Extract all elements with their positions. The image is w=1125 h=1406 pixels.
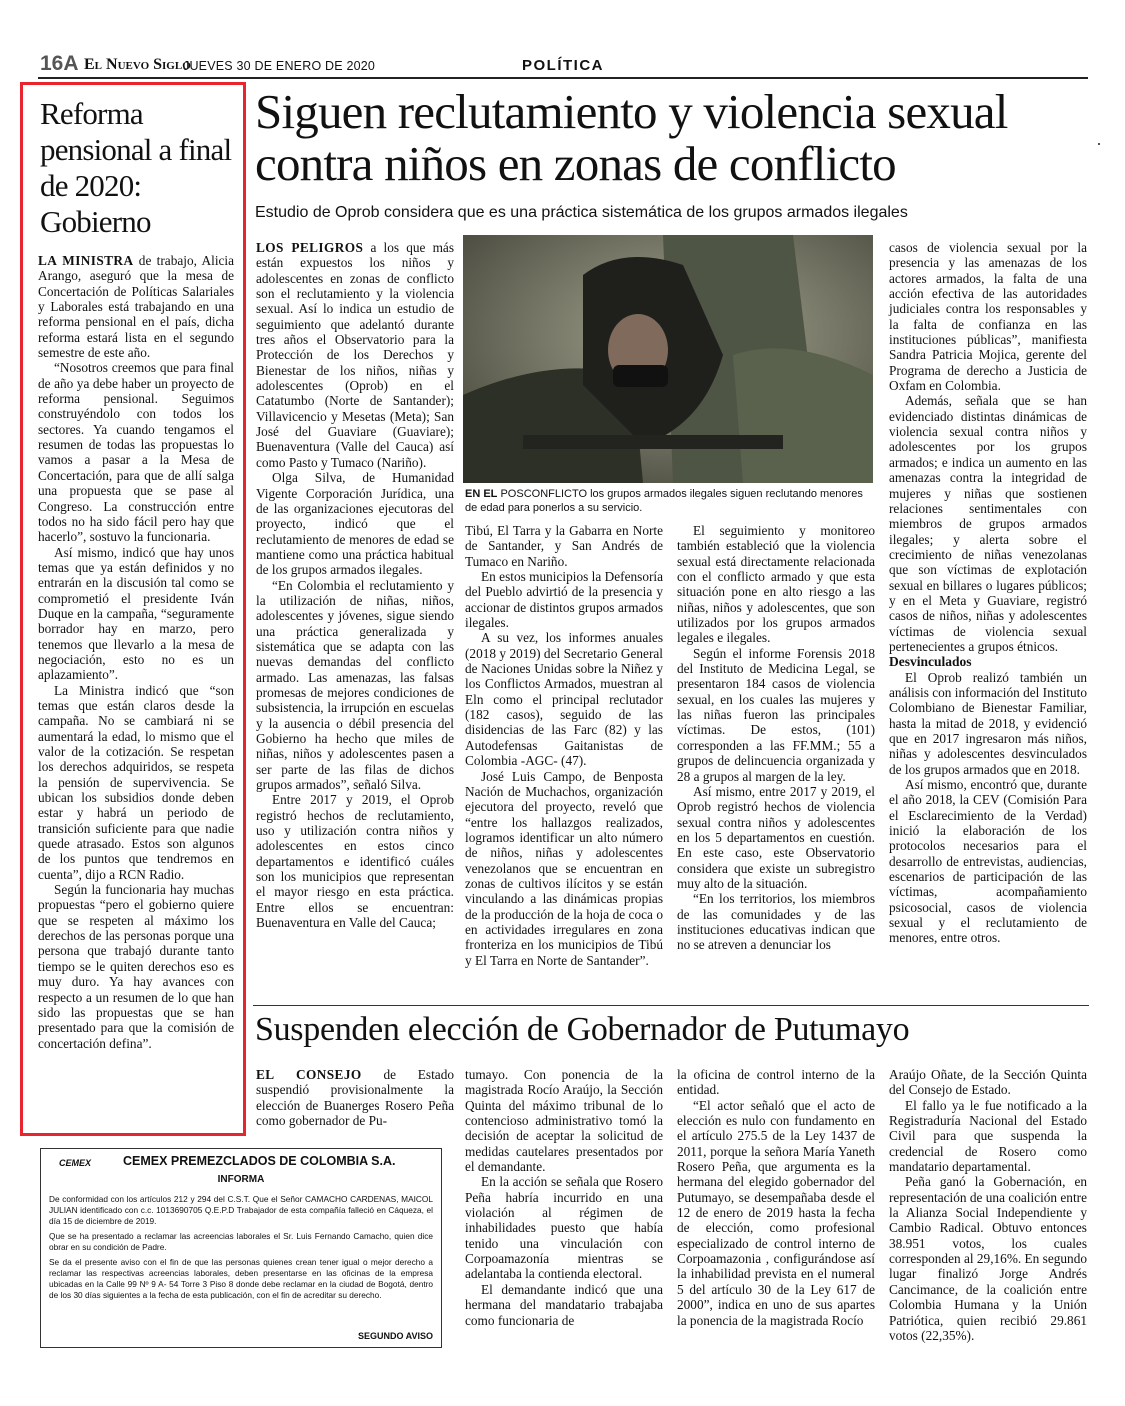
article-photo — [463, 235, 873, 483]
main-paragraph: A su vez, los informes anuales (2018 y 2019) del Secretario General de Naciones Unidas sobre la Niñez y los Conflictos Armados, muestran al Eln como el principal reclutador (182 casos), seguido de las disidencias de las Farc (82) y las Autodefensas Gaitanistas de Colombia -AGC- (47). — [465, 630, 663, 769]
second-paragraph: En la acción se señala que Rosero Peña habría incurrido en una violación al régimen de inhabilidades puesto que había tenido una vinculación con Corpoamazonía mientras se adelantaba la contienda electoral. — [465, 1174, 663, 1282]
second-headline: Suspenden elección de Gobernador de Putumayo — [255, 1011, 910, 1048]
main-column-2 — [465, 523, 663, 968]
second-column-3 — [677, 1067, 875, 1328]
main-lead: LOS PELIGROS — [256, 240, 364, 255]
second-column-4 — [889, 1067, 1087, 1343]
main-paragraph: Olga Silva, de Humanidad Vigente Corporación Jurídica, una de las organizaciones ejecutoras del proyecto, indicó que el reclutamiento de menores de edad se mantiene como una práctica habitual de los grupos armados ilegales. — [256, 470, 454, 578]
section-name: POLÍTICA — [522, 57, 604, 74]
main-paragraph: Así mismo, encontró que, durante el año 2018, la CEV (Comisión Para el Esclarecimiento de la Verdad) inició la elaboración de los protocolos necesarios para el desarrollo de entrevistas, audiencias, escenarios de participación de las víctimas, acompañamiento psicosocial, casos de violencia sexual y el reclutamiento de menores, entre otros. — [889, 777, 1087, 946]
second-paragraph: El demandante indicó que una hermana del mandatario trabajaba como funcionaria de — [465, 1281, 663, 1328]
sidebar-paragraph: La Ministra indicó que “son temas que están claros desde la campaña. No se cambiará ni se aumentará la edad, lo mismo que el valor de la cotización. Se respetan los derechos adquiridos, se respeta la pensión de supervivencia. Se ubican los subsidios donde deben estar y habrá un periodo de transición suficiente para que nadie quede atrasado. Estos son algunos de los puntos que tendremos en cuenta”, dijo a RCN Radio. — [38, 682, 234, 882]
main-paragraph: Así mismo, entre 2017 y 2019, el Oprob registró hechos de violencia sexual contra niños y adolescentes en los 5 departamentos en cuestión. En este caso, este Observatorio considera que existe un subregistro muy alto de la situación. — [677, 783, 875, 891]
second-paragraph: “El actor señaló que el acto de elección es nulo con fundamento en el artículo 275.5 de la Ley 1437 de 2011, porque la señora María Yaneth Rosero Peña, que argumenta es la hermana del elegido gobernador del Putumayo, se desempañaba desde el 12 de enero de 2019 hasta la fecha de elección, como profesional especializado de control interno de Corpoamazonia , configurándose así la inhabilidad prevista en el numeral 5 del artículo 30 de la Ley 617 de 2000”, indica en uno de sus apartes la ponencia de la magistrada Rocío — [677, 1097, 875, 1328]
ad-paragraph: Se da el presente aviso con el fin de que las personas quienes crean tener igual o mejor derecho a reclamar las respectivas acreencias laborales, deben presentarse en las oficinas de la empresa ubicadas en la Calle 99 Nº 9 A- 54 Torre 3 Piso 8 donde debe reclamar en la ciudad de Bogotá, dentro de los 30 días siguientes a la fecha de esta publicación, con el fin de acreditar su derecho. — [49, 1257, 433, 1300]
article-divider — [253, 1005, 1089, 1006]
main-paragraph: casos de violencia sexual por la presencia y las amenazas de los actores armados, la falta de una acción efectiva de las autoridades judiciales contra los responsables y la falta de confianza en las instituciones públicas”, manifiesta Sandra Patricia Mojica, gerente del Programa de derecho a Justicia de Oxfam en Colombia. — [889, 240, 1087, 394]
main-column-4 — [889, 240, 1087, 946]
main-paragraph: En estos municipios la Defensoría del Pueblo advirtió de la presencia y accionar de distintos grupos armados ilegales. — [465, 569, 663, 631]
header-rule — [38, 77, 1088, 79]
sidebar-paragraph: LA MINISTRA de trabajo, Alicia Arango, aseguró que la mesa de Concertación de Políticas Salariales y Laborales está trabajando en una reforma pensional en el país, dicha reforma estará lista en el segundo semestre de este año. — [38, 253, 235, 361]
second-column-2 — [465, 1067, 663, 1328]
sidebar-paragraph: Según la funcionaria hay muchas propuestas “pero el gobierno quiere que se respeten al máximo los derechos de las personas porque una persona que trabajó durante tanto tiempo se le quiten derechos eso es muy duro. Ya hay avances con respecto a un resumen de lo que han sido las propuestas que se han presentado para que la comisión de concertación defina”. — [38, 882, 234, 1051]
ad-footer: SEGUNDO AVISO — [357, 1331, 433, 1341]
main-paragraph: El Oprob realizó también un análisis con información del Instituto Colombiano de Bienestar Familiar, hasta la mitad de 2018, y evidenció que en 2017 ingresaron más niños, niñas y adolescentes desvinculados de los grupos armados que en 2018. — [889, 669, 1087, 777]
main-paragraph: José Luis Campo, de Benposta Nación de Muchachos, organización ejecutora del proyecto, reveló que “entre los hallazgos realizados, logramos identificar un alto número de niños, niñas y adolescentes venezolanos que se encuentran en zonas de cultivos ilícitos y se están vinculando a las dinámicas propias de la producción de la hoja de coca o en actividades irregulares en zona fronteriza en los municipios de Tibú y El Tarra en Norte de Santander”. — [465, 768, 663, 968]
main-paragraph: “En los territorios, los miembros de las comunidades y de las instituciones educativas indican que no se atreven a denunciar los — [677, 891, 875, 953]
issue-date: JUEVES 30 DE ENERO DE 2020 — [183, 59, 376, 73]
page-mark — [1098, 143, 1100, 145]
sidebar-headline: Reforma pensional a final de 2020: Gobierno — [40, 96, 232, 239]
subhead-desvinculados: Desvinculados — [889, 654, 972, 670]
ad-subtitle: INFORMA — [217, 1174, 265, 1185]
second-column-1 — [256, 1067, 454, 1128]
sidebar-paragraph: “Nosotros creemos que para final de año ya debe haber un proyecto de reforma pensional. Seguimos construyéndolo con todos los sectores. Ya cuando tengamos el resumen de todas las propuestas lo vamos a pasar a la Mesa de Concertación, para que de allí salga una propuesta que se pase al Congreso. La construcción entre todos no ha sido fácil pero hay que hacerlo”, sostuvo la funcionaria. — [38, 360, 234, 545]
main-column-3 — [677, 523, 875, 953]
second-paragraph: Araújo Oñate, de la Sección Quinta del Consejo de Estado. — [889, 1067, 1087, 1098]
photo-caption: EN EL POSCONFLICTO los grupos armados ilegales siguen reclutando menores de edad para ponerlos a su servicio. — [465, 488, 863, 514]
second-lead: EL CONSEJO — [256, 1067, 362, 1082]
legal-notice-ad — [40, 1148, 442, 1348]
second-paragraph: tumayo. Con ponencia de la magistrada Rocío Araújo, la Sección Quinta del máximo tribunal de lo contencioso administrativo tomó la decisión de aceptar la solicitud de medidas cautelares presentados por el demandante. — [465, 1067, 663, 1175]
second-paragraph: la oficina de control interno de la entidad. — [677, 1067, 875, 1098]
ad-paragraph: Que se ha presentado a reclamar las acreencias laborales el Sr. Luis Fernando Camacho, quien dice obrar en su condición de Padre. — [49, 1231, 433, 1252]
main-headline: Siguen reclutamiento y violencia sexual contra niños en zonas de conflicto — [255, 84, 1008, 191]
main-paragraph: LOS PELIGROS a los que más están expuestos los niños y adolescentes en zonas de conflicto son el reclutamiento y la violencia sexual. Así lo indica un estudio de seguimiento que adelantó durante tres años el Observatorio para la Protección de los Derechos y Bienestar de los niños, niñas y adolescentes (Oprob) en el Catatumbo (Norte de Santander); Villavicencio y Mesetas (Meta); San José del Guaviare (Guaviare); Buenaventura (Valle del Cauca) así como Pasto y Tumaco (Nariño). — [256, 240, 455, 470]
main-paragraph: El seguimiento y monitoreo también estableció que la violencia sexual está directamente relacionada con el conflicto armado y que esta situación pone en alto riesgo a las niñas, niños y adolescentes, que son utilizados por los grupos armados legales e ilegales. — [677, 523, 875, 646]
main-paragraph: Según el informe Forensis 2018 del Instituto de Medicina Legal, se presentaron 184 casos de violencia sexual, en los cuales las mujeres y las niñas fueron las principales víctimas. De estos, (101) corresponden a las FF.MM.; 55 a grupos de delincuencia organizada y 28 a grupos al margen de la ley. — [677, 645, 875, 784]
page-number: 16A — [40, 52, 79, 75]
photo-soldier-holster — [463, 235, 873, 483]
main-paragraph: “En Colombia el reclutamiento y la utilización de niñas, niños, adolescentes y jóvenes, sigue siendo una práctica generalizada y sistemática que se adapta con las nuevas demandas del conflicto armado. Las amenazas, las falsas promesas de mejores condiciones de subsistencia, la irrupción en escuelas y la ausencia o débil presencia del Gobierno ha hecho que miles de niñas, niños y adolescentes pasen a ser parte de las filas de dichos grupos armados”, señaló Silva. — [256, 577, 454, 793]
cemex-logo: CEMEX — [59, 1158, 92, 1168]
sidebar-article-body — [38, 253, 234, 1051]
main-paragraph: Tibú, El Tarra y la Gabarra en Norte de Santander, y San Andrés de Tumaco en Nariño. — [465, 523, 663, 569]
second-paragraph: El fallo ya le fue notificado a la Registraduría Nacional del Estado Civil para que suspenda la credencial de Rosero como mandatario departamental. — [889, 1097, 1087, 1175]
caption-lead: EN EL — [465, 488, 498, 500]
second-paragraph: EL CONSEJO de Estado suspendió provisionalmente la elección de Buanerges Rosero Peña como gobernador de Pu- — [256, 1067, 454, 1129]
sidebar-lead: LA MINISTRA — [38, 253, 134, 268]
main-paragraph: Entre 2017 y 2019, el Oprob registró hechos de reclutamiento, uso y utilización contra niños y adolescentes en estos cinco departamentos e identificó cuáles son los municipios que representan el mayor riesgo en esta práctica. Entre ellos se encuentran: Buenaventura en Valle del Cauca; — [256, 792, 454, 931]
main-subheadline: Estudio de Oprob considera que es una práctica sistemática de los grupos armados ilegales — [255, 204, 908, 221]
masthead: El Nuevo Siglo — [84, 56, 191, 73]
ad-body — [49, 1194, 433, 1305]
main-column-1 — [256, 240, 454, 930]
ad-title: CEMEX PREMEZCLADOS DE COLOMBIA S.A. — [123, 1154, 396, 1168]
main-paragraph: Además, señala que se han evidenciado distintas dinámicas de violencia sexual contra niños y adolescentes por los grupos armados; e indica un aumento en las amenazas contra la integridad de mujeres y niñas que sostienen relaciones sentimentales con miembros de grupos armados ilegales; y alerta sobre el crecimiento de niñas venezolanas que son víctimas de explotación sexual en billares o lugares públicos; y en el Meta y Guaviare, registró casos de niños, niñas y adolescentes víctimas de violencia sexual pertenecientes a grupos étnicos. — [889, 393, 1087, 654]
ad-paragraph: De conformidad con los artículos 212 y 294 del C.S.T. Que el Señor CAMACHO CARDENAS, MAICOL JULIAN identificado con c.c. 1013690705 Q.E.P.D Trabajador de esta compañía falleció en Cáqueza, el día 15 de diciembre de 2019. — [49, 1194, 433, 1226]
second-paragraph: Peña ganó la Gobernación, en representación de una coalición entre la Alianza Social Independiente y Cambio Radical. Obtuvo entonces 38.951 votos, los cuales corresponden al 29,16%. En segundo lugar finalizó Jorge Andrés Cancimance, de la coalición entre Colombia Humana y la Unión Patriótica, quien recibió 29.861 votos (22,35%). — [889, 1174, 1087, 1343]
sidebar-paragraph: Así mismo, indicó que hay unos temas que ya están definidos y no entrarán en la discusión tal como se comprometió el presidente Iván Duque en la campaña, “seguramente borrador hay en marzo, pero tenemos que llevarlo a la mesa de negociación, esto no es un aplazamiento”. — [38, 544, 234, 683]
